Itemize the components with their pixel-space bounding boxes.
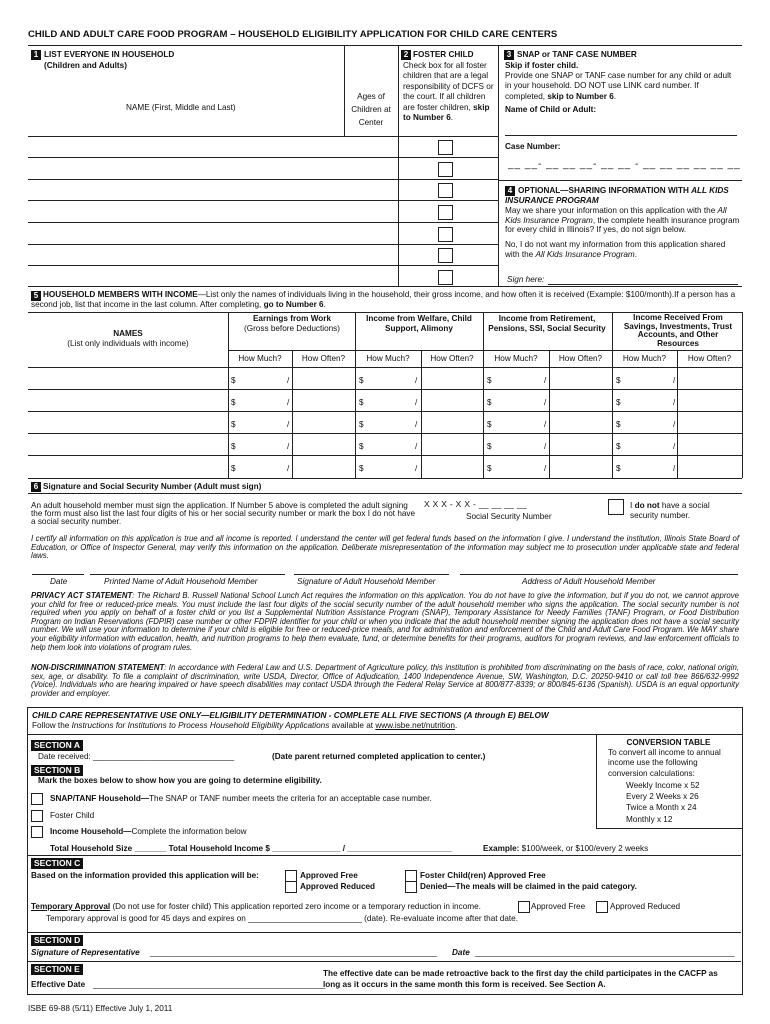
income-amount-field[interactable]: $ (231, 442, 236, 451)
income-amount-field[interactable]: $ (359, 442, 364, 451)
section-4-text: May we share your information on this application with the All Kids Insurance Program, the complete health insurance program for every child in Illinois? If yes, do not sign below. (505, 206, 740, 235)
section-2-badge: 2 (401, 50, 411, 60)
income-amount-field[interactable]: $ (231, 376, 236, 385)
form-footer: ISBE 69-88 (5/11) Effective July 1, 2011 (28, 1004, 173, 1013)
income-amount-field[interactable]: $ (487, 420, 492, 429)
income-frequency-field[interactable]: / (544, 420, 547, 429)
temp-approved-reduced-checkbox[interactable] (596, 901, 608, 913)
income-frequency-field[interactable]: / (673, 442, 676, 451)
date-received-field[interactable]: Date received: _______________________________ (38, 752, 235, 761)
section-2-text: Check box for all foster children that are a legal responsibility of DCFS or the court. If all children are foster children, skip to Number 6. (403, 61, 494, 123)
denied-label: Denied—The meals will be claimed in the paid category. (420, 882, 637, 891)
name-of-child-label: Name of Child or Adult: (505, 105, 597, 114)
foster-checkbox[interactable] (438, 183, 453, 198)
divider (612, 312, 613, 478)
temporary-expires-text[interactable]: Temporary approval is good for 45 days and expires on _________________________ (date). Re-evaluate income after that date. (46, 914, 519, 923)
income-amount-field[interactable]: $ (231, 420, 236, 429)
privacy-statement: PRIVACY ACT STATEMENT: The Richard B. Russell National School Lunch Act requires the information on this application. You do not have to give the information, but if you do not, we cannot approve your child for free or reduced-price meals. You must include the last four digits of the social security number of the adult household member who signs the application. The social security number is not required when you apply on behalf of a foster child or you list a Supplemental Nutrition Assistance Program (SNAP), Temporary Assistance for Needy Families (TANF) Program, or Food Distribution Program on Indian Reservations (FDPIR) case number or other FDPIR identifier for your child or when you indicate that the adult household member signing the application does not have a social security number. We will use your information to determine if your child is eligible for free or reduced-price meals, and for administration and enforcement of the Child and Adult Care Food Program. We MAY share your eligibility information with education, health, and nutrition programs to help them evaluate, fund, or determine benefits for their programs, auditors for program reviews, and law enforcement officials to help them look into violations of program rules. (31, 591, 739, 652)
divider (228, 312, 229, 478)
printed-name-label: Printed Name of Adult Household Member (104, 577, 258, 586)
income-frequency-field[interactable]: / (415, 376, 418, 385)
section-5-badge: 5 (31, 291, 41, 301)
foster-checkbox[interactable] (438, 248, 453, 263)
rep-heading: CHILD CARE REPRESENTATIVE USE ONLY—ELIGIBILITY DETERMINATION - COMPLETE ALL FIVE SECTIONS (A through E) BELOW (32, 711, 549, 720)
income-frequency-field[interactable]: / (544, 398, 547, 407)
temp-approved-free-label: Approved Free (531, 902, 586, 911)
names-header: NAMES (113, 329, 143, 338)
name-row-line[interactable] (28, 200, 498, 201)
total-household-field[interactable]: Total Household Size _______ Total Household Income $ _______________ / _______________________ (50, 844, 453, 853)
income-frequency-field[interactable]: / (287, 376, 290, 385)
no-ssn-label: I do not have a social security number. (630, 501, 710, 520)
how-often-header: How Often? (430, 354, 474, 363)
section-3-skip: Skip if foster child. (505, 61, 579, 70)
no-ssn-checkbox[interactable] (608, 499, 624, 515)
section-6-badge: 6 (31, 482, 41, 492)
income-amount-field[interactable]: $ (616, 420, 621, 429)
ages-col-header: Ages of Children at Center (351, 92, 391, 127)
income-row-line (28, 455, 742, 456)
section-b-label: SECTION B (31, 765, 83, 776)
divider (498, 180, 742, 181)
name-row-line[interactable] (28, 244, 498, 245)
divider (344, 45, 345, 136)
divider (483, 312, 484, 478)
divider (28, 286, 742, 287)
section-5-text: HOUSEHOLD MEMBERS WITH INCOME—List only the names of individuals living in the household, their gross income, and how often it is received (Example: $100/month).If a person has a second job, list that income in the last column. After completing, go to Number 6. (31, 290, 736, 309)
divider (421, 350, 422, 478)
income-row-line (28, 389, 742, 390)
name-row-line[interactable] (28, 265, 498, 266)
snap-tanf-label: SNAP/TANF Household—The SNAP or TANF number meets the criteria for an acceptable case number. (50, 794, 432, 803)
income-name-field[interactable] (30, 391, 226, 409)
case-number-field[interactable]: __ __- __ __ __- __ __ - __ __ __ __ __ __ (508, 159, 741, 170)
income-amount-field[interactable]: $ (487, 464, 492, 473)
foster-checkbox[interactable] (438, 162, 453, 177)
how-often-header: How Often? (301, 354, 346, 363)
income-frequency-field[interactable]: / (544, 376, 547, 385)
approved-reduced-label: Approved Reduced (300, 882, 376, 891)
effective-date-label: Effective Date (31, 980, 86, 989)
signature-label: Signature of Adult Household Member (297, 577, 436, 586)
how-much-header: How Much? (622, 354, 667, 363)
income-frequency-field[interactable]: / (287, 464, 290, 473)
approved-free-label: Approved Free (300, 871, 358, 880)
name-row-line[interactable] (28, 179, 498, 180)
section-e-label: SECTION E (31, 964, 83, 975)
income-name-field[interactable] (30, 369, 226, 387)
foster-checkbox[interactable] (438, 140, 453, 155)
name-row-line[interactable] (28, 222, 498, 223)
foster-free-label: Foster Child(ren) Approved Free (420, 871, 546, 880)
divider (398, 45, 399, 286)
temp-approved-free-checkbox[interactable] (518, 901, 530, 913)
income-frequency-field[interactable]: / (287, 442, 290, 451)
income-row-line (28, 478, 742, 479)
income-frequency-field[interactable]: / (415, 420, 418, 429)
how-often-header: How Often? (558, 354, 603, 363)
section-a-label: SECTION A (31, 740, 83, 751)
effective-date-line[interactable]: ___________________________________________________ (93, 980, 326, 989)
divider (28, 961, 741, 962)
section-3-badge: 3 (504, 50, 514, 60)
income-amount-field[interactable]: $ (616, 442, 621, 451)
income-amount-field[interactable]: $ (359, 376, 364, 385)
foster-child-label: Foster Child (50, 811, 95, 820)
income-name-field[interactable] (30, 413, 226, 431)
section-1-heading: LIST EVERYONE IN HOUSEHOLD (44, 50, 175, 59)
conversion-list (626, 780, 700, 825)
date-label: Date (50, 577, 68, 586)
snap-tanf-checkbox[interactable] (31, 793, 43, 805)
conversion-item: Weekly Income x 52 (626, 781, 700, 790)
signature-line[interactable] (294, 574, 449, 575)
names-subheader: (List only individuals with income) (67, 339, 189, 348)
denied-checkbox[interactable] (405, 881, 417, 893)
section-4-optout: No, I do not want my information from this application shared with the All Kids Insurance Program. (505, 240, 726, 259)
example-text: Example: $100/week, or $100/every 2 weeks (483, 844, 649, 853)
income-amount-field[interactable]: $ (359, 464, 364, 473)
address-line[interactable] (460, 574, 738, 575)
how-much-header: How Much? (238, 354, 282, 363)
conversion-item: Monthly x 12 (626, 814, 673, 824)
ssn-field[interactable]: X X X - X X - __ __ __ __ (424, 499, 527, 509)
divider (28, 367, 742, 368)
divider (292, 350, 293, 478)
name-row-line (28, 136, 498, 137)
section-c-label: SECTION C (31, 858, 83, 869)
divider (355, 312, 356, 478)
income-amount-field[interactable]: $ (231, 464, 236, 473)
divider (28, 45, 742, 46)
based-on-text: Based on the information provided this application will be: (31, 871, 259, 880)
printed-name-line[interactable] (90, 574, 285, 575)
isbe-link[interactable]: www.isbe.net/nutrition (375, 721, 455, 730)
foster-checkbox[interactable] (438, 205, 453, 220)
form-title: CHILD AND ADULT CARE FOOD PROGRAM – HOUSEHOLD ELIGIBILITY APPLICATION FOR CHILD CARE CENTERS (28, 29, 558, 40)
divider (28, 493, 742, 494)
certification-text: I certify all information on this application is true and all income is reported. I understand the center will get federal funds based on the information I give. I understand the institution, Illinois State Board of Education, or Office of Inspector General, may verify this information on the application. Deliberate misrepresentation of the information may subject me to prosecution under applicable state and federal laws. (31, 534, 739, 561)
col-retirement-header: Income from Retirement, Pensions, SSI, Social Security (488, 314, 606, 333)
rep-date-label: Date (452, 948, 470, 957)
income-amount-field[interactable]: $ (487, 398, 492, 407)
income-amount-field[interactable]: $ (231, 398, 236, 407)
section-4-heading: OPTIONAL—SHARING INFORMATION WITH ALL KIDS INSURANCE PROGRAM (505, 186, 729, 205)
section-6-heading: Signature and Social Security Number (Adult must sign) (43, 482, 262, 491)
sign-here-line[interactable] (548, 284, 738, 285)
conversion-item: Twice a Month x 24 (626, 803, 697, 813)
section-1-badge: 1 (31, 50, 41, 60)
col-savings-header: Income Received From Savings, Investments, Trust Accounts, and Other Resources (623, 313, 733, 348)
income-amount-field[interactable]: $ (487, 376, 492, 385)
income-frequency-field[interactable]: / (287, 420, 290, 429)
income-row-line (28, 433, 742, 434)
ssn-label: Social Security Number (466, 512, 552, 521)
section-3-heading: SNAP or TANF CASE NUMBER (517, 50, 637, 59)
temp-approved-reduced-label: Approved Reduced (610, 902, 681, 911)
income-amount-field[interactable]: $ (616, 464, 621, 473)
temporary-approval-text: Temporary Approval (Do not use for foster child) This application reported zero income or a temporary reduction in income. (31, 902, 481, 911)
income-frequency-field[interactable]: / (673, 376, 676, 385)
income-frequency-field[interactable]: / (673, 464, 676, 473)
retroactive-note: The effective date can be made retroactive back to the first day the child participates in the CACFP as long as it occurs in the same month this form is received. See Section A. (323, 969, 718, 989)
rep-follow: Follow the Instructions for Institutions to Process Household Eligibility Applications available at www.isbe.net/nutrition. (32, 721, 458, 730)
income-amount-field[interactable]: $ (359, 420, 364, 429)
divider (28, 855, 741, 856)
income-frequency-field[interactable]: / (287, 398, 290, 407)
divider (228, 350, 742, 351)
conversion-title: CONVERSION TABLE (626, 738, 711, 747)
name-row-line[interactable] (28, 157, 498, 158)
income-household-label: Income Household—Complete the information below (50, 827, 247, 836)
rep-date-line[interactable]: _________________________________________________________ (475, 948, 735, 957)
foster-checkbox[interactable] (438, 227, 453, 242)
income-frequency-field[interactable]: / (673, 420, 676, 429)
signature-representative-line[interactable]: _______________________________________________________________ (150, 948, 437, 957)
date-line[interactable] (32, 574, 84, 575)
how-much-header: How Much? (494, 354, 538, 363)
divider (498, 45, 499, 286)
income-frequency-field[interactable]: / (544, 442, 547, 451)
income-row-line (28, 411, 742, 412)
nondiscrimination-statement: NON-DISCRIMINATION STATEMENT: In accordance with Federal Law and U.S. Department of Agriculture policy, this institution is prohibited from discriminating on the basis of race, color, national origin, sex, age, or disability. To file a complaint of discrimination, write USDA, Director, Office of Adjudication, 1400 Independence Avenue, SW, Washington, D.C. 20250-9410 or call toll free 866/632-9992 (Voice). Individuals who are hearing impaired or have speech disabilities may contact USDA through the Federal Relay Service at 800/877-8339; or 800/845-6136 (Spanish). USDA is an equal opportunity provider and employer. (31, 663, 739, 698)
sign-here-label: Sign here: (507, 275, 545, 284)
mark-boxes-text: Mark the boxes below to show how you are going to determine eligibility. (38, 776, 322, 785)
section-2-heading: FOSTER CHILD (413, 50, 474, 59)
section-4-badge: 4 (505, 186, 515, 196)
income-frequency-field[interactable]: / (544, 464, 547, 473)
divider (742, 312, 743, 478)
income-amount-field[interactable]: $ (487, 442, 492, 451)
section-6-text: An adult household member must sign the application. If Number 5 above is completed the adult signing the form must also list the last four digits of his or her social security number or mark the box I do not have a social security number. (31, 501, 416, 527)
section-d-label: SECTION D (31, 935, 83, 946)
income-household-checkbox[interactable] (31, 826, 43, 838)
divider (549, 350, 550, 478)
section-1-sub: (Children and Adults) (44, 61, 127, 70)
conversion-intro: To convert all income to annual income use the following conversion calculations: (608, 748, 721, 778)
income-amount-field[interactable]: $ (359, 398, 364, 407)
income-frequency-field[interactable]: / (415, 464, 418, 473)
signature-representative-label: Signature of Representative (31, 948, 140, 957)
date-received-note: (Date parent returned completed application to center.) (272, 752, 486, 761)
foster-child-checkbox[interactable] (31, 810, 43, 822)
col-earnings-header: Earnings from Work (Gross before Deductions) (243, 314, 340, 333)
address-label: Address of Adult Household Member (522, 577, 656, 586)
conversion-item: Every 2 Weeks x 26 (626, 792, 699, 802)
divider (677, 350, 678, 478)
income-frequency-field[interactable]: / (415, 398, 418, 407)
approved-reduced-checkbox[interactable] (285, 881, 297, 893)
col-welfare-header: Income from Welfare, Child Support, Alimony (366, 314, 472, 333)
income-amount-field[interactable]: $ (616, 376, 621, 385)
section-3-text: Provide one SNAP or TANF case number for any child or adult in your household. DO NOT use LINK card number. If completed, skip to Number 6. (505, 71, 732, 101)
how-much-header: How Much? (366, 354, 410, 363)
case-number-label: Case Number: (505, 142, 561, 151)
name-col-header: NAME (First, Middle and Last) (126, 103, 236, 112)
income-name-field[interactable] (30, 435, 226, 453)
divider (28, 932, 741, 933)
income-amount-field[interactable]: $ (616, 398, 621, 407)
income-frequency-field[interactable]: / (673, 398, 676, 407)
income-frequency-field[interactable]: / (415, 442, 418, 451)
name-of-child-line[interactable] (505, 135, 737, 136)
how-often-header: How Often? (687, 354, 732, 363)
income-name-field[interactable] (30, 457, 226, 475)
foster-checkbox[interactable] (438, 270, 453, 285)
